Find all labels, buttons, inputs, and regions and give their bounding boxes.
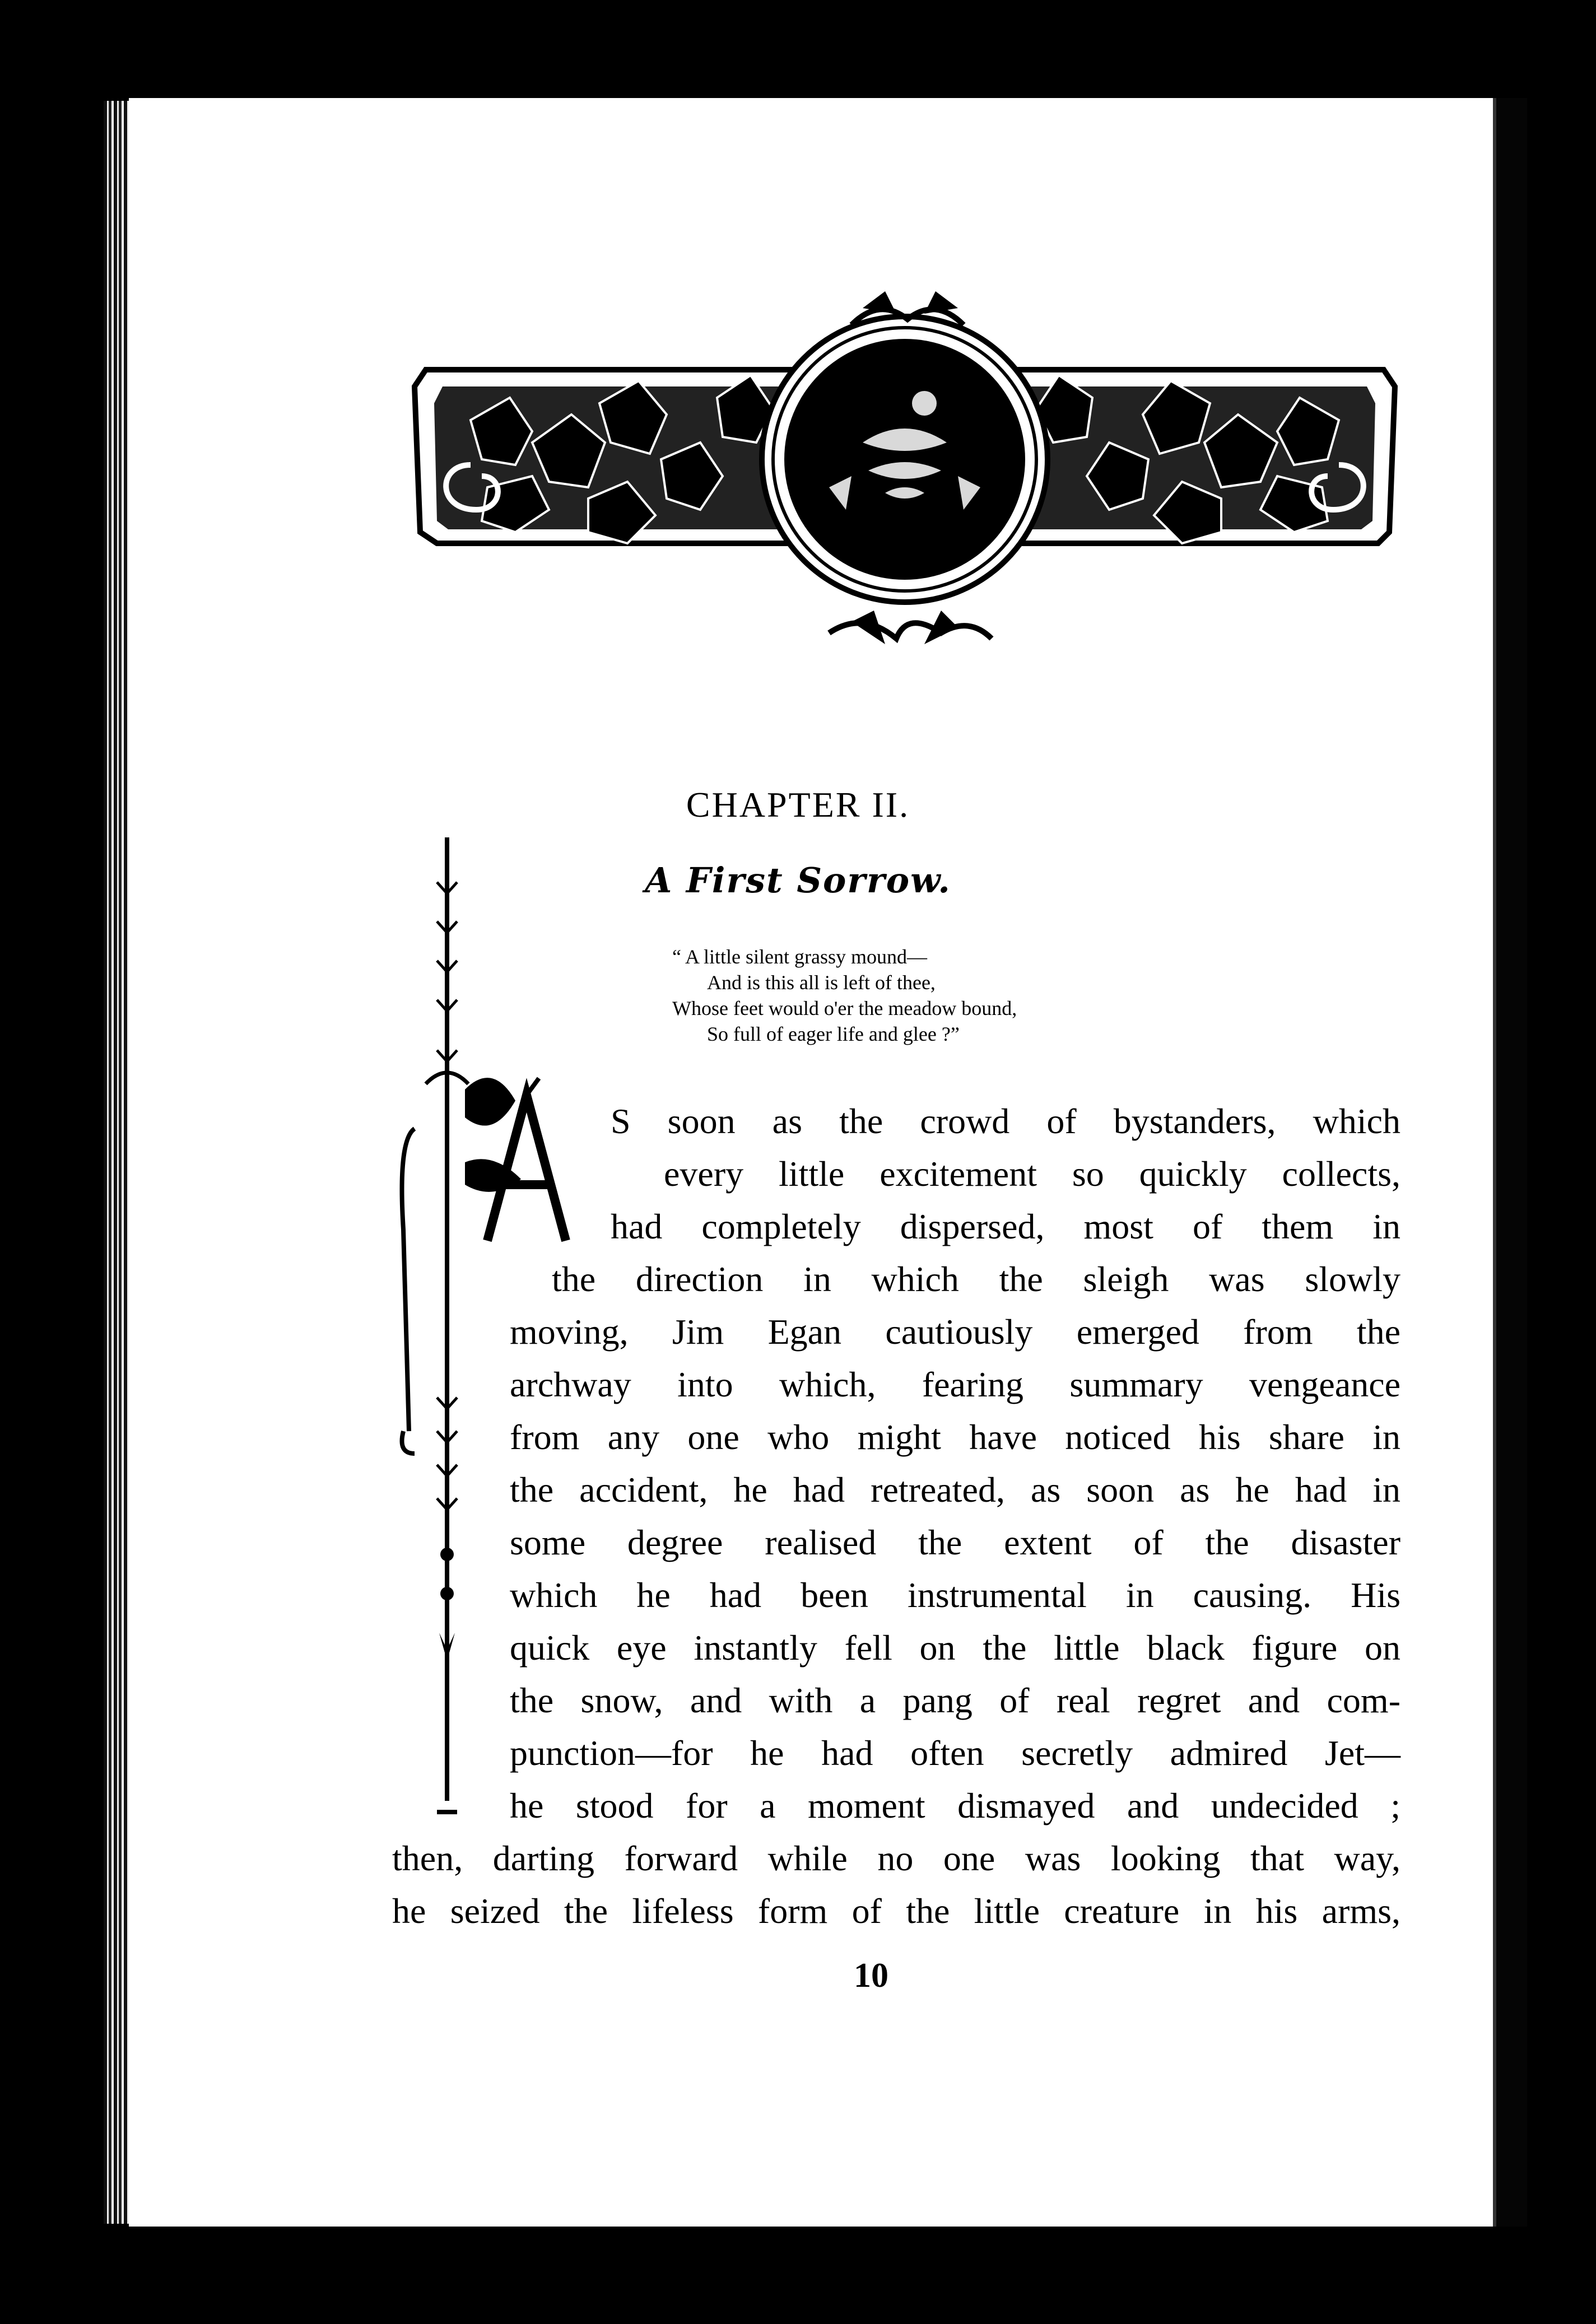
body-line: then, darting forward while no one was looking that way,: [392, 1838, 1400, 1878]
body-line: every little excitement so quickly collects,: [664, 1154, 1400, 1194]
body-line: had completely dispersed, most of them in: [611, 1207, 1400, 1246]
body-line: quick eye instantly fell on the little black figure on: [510, 1628, 1400, 1668]
chapter-title: A First Sorrow.: [645, 860, 951, 901]
body-line: the snow, and with a pang of real regret and com-: [510, 1680, 1400, 1720]
epigraph-line: Whose feet would o'er the meadow bound,: [672, 997, 1017, 1019]
body-line: S soon as the crowd of bystanders, which: [611, 1101, 1400, 1141]
body-line: the direction in which the sleigh was slowly: [552, 1259, 1400, 1299]
body-line: some degree realised the extent of the disaster: [510, 1522, 1400, 1562]
body-line: which he had been instrumental in causing. His: [510, 1575, 1400, 1615]
body-line: he seized the lifeless form of the little creature in his arms,: [392, 1891, 1400, 1931]
epigraph-line: So full of eager life and glee ?”: [707, 1023, 960, 1045]
body-line: he stood for a moment dismayed and undecided ;: [510, 1786, 1400, 1825]
ivy-ornament-headpiece-icon: [403, 274, 1406, 667]
body-line: archway into which, fearing summary vengeance: [510, 1364, 1400, 1404]
body-line: moving, Jim Egan cautiously emerged from the: [510, 1312, 1400, 1352]
body-line: the accident, he had retreated, as soon as he had in: [510, 1470, 1400, 1510]
book-edge-right: [1493, 98, 1527, 2227]
epigraph-line: And is this all is left of thee,: [707, 971, 936, 994]
epigraph-line: “ A little silent grassy mound—: [672, 946, 927, 968]
page-number: 10: [854, 1957, 888, 1995]
chapter-heading: CHAPTER II.: [686, 785, 910, 825]
body-line: punction—for he had often secretly admired Jet—: [510, 1733, 1400, 1773]
epigraph: [672, 944, 1232, 1047]
body-line: from any one who might have noticed his share in: [510, 1417, 1400, 1457]
